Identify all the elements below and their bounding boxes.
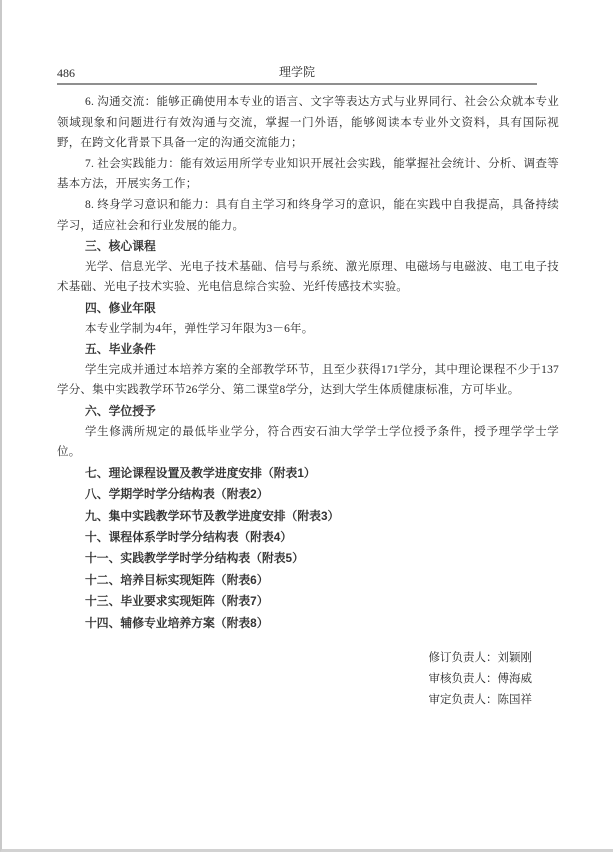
signature-review-lead: 审核负责人：傅海威 bbox=[428, 672, 532, 685]
signature-block bbox=[57, 648, 559, 710]
appendix-item-7: 七、理论课程设置及教学进度安排（附表1） bbox=[85, 465, 316, 480]
appendix-item-8: 八、学期学时学分结构表（附表2） bbox=[85, 487, 269, 502]
signature-approval-lead: 审定负责人：陈国祥 bbox=[428, 693, 532, 706]
page-title: 理学院 bbox=[278, 65, 315, 79]
section-body-study-duration: 本专业学制为4年，弹性学习年限为3－6年。 bbox=[85, 322, 314, 335]
section-body-degree-conferral: 学生修满所规定的最低毕业学分，符合西安石油大学学士学位授予条件，授予理学学士学位。 bbox=[57, 425, 559, 459]
appendix-item-9: 九、集中实践教学环节及教学进度安排（附表3） bbox=[85, 508, 340, 523]
appendix-item-14: 十四、辅修专业培养方案（附表8） bbox=[85, 615, 269, 630]
document-body bbox=[57, 92, 559, 710]
appendix-item-13: 十三、毕业要求实现矩阵（附表7） bbox=[85, 594, 269, 609]
section-heading-degree-conferral: 六、学位授予 bbox=[85, 403, 156, 418]
paragraph-social-practice: 7. 社会实践能力：能有效运用所学专业知识开展社会实践，能掌握社会统计、分析、调查等基本方法，开展实务工作； bbox=[57, 157, 559, 191]
running-header bbox=[57, 64, 537, 85]
page-number: 486 bbox=[57, 66, 75, 80]
section-heading-study-duration: 四、修业年限 bbox=[85, 300, 156, 315]
appendix-item-12: 十二、培养目标实现矩阵（附表6） bbox=[85, 572, 269, 587]
section-heading-core-courses: 三、核心课程 bbox=[85, 239, 156, 254]
section-heading-graduation-requirements: 五、毕业条件 bbox=[85, 342, 156, 357]
appendix-table-list bbox=[57, 463, 559, 634]
paragraph-lifelong-learning: 8. 终身学习意识和能力：具有自主学习和终身学习的意识，能在实践中自我提高，具备持续学习，适应社会和行业发展的能力。 bbox=[57, 198, 559, 232]
section-body-core-courses: 光学、信息光学、光电子技术基础、信号与系统、激光原理、电磁场与电磁波、电工电子技术基础、光电子技术实验、光电信息综合实验、光纤传感技术实验。 bbox=[57, 260, 559, 294]
paragraph-communication: 6. 沟通交流：能够正确使用本专业的语言、文字等表达方式与业界同行、社会公众就本专业领域现象和问题进行有效沟通与交流，掌握一门外语，能够阅读本专业外文资料，具有国际视野，在跨文化背景下具备一定的沟通交流能力； bbox=[57, 96, 559, 150]
section-body-graduation-requirements: 学生完成并通过本培养方案的全部教学环节，且至少获得171学分，其中理论课程不少于137学分、集中实践教学环节26学分、第二课堂8学分，达到大学生体质健康标准，方可毕业。 bbox=[57, 363, 559, 397]
appendix-item-11: 十一、实践教学学时学分结构表（附表5） bbox=[85, 551, 304, 566]
appendix-item-10: 十、课程体系学时学分结构表（附表4） bbox=[85, 529, 293, 544]
signature-revision-lead: 修订负责人：刘颖刚 bbox=[428, 651, 532, 664]
